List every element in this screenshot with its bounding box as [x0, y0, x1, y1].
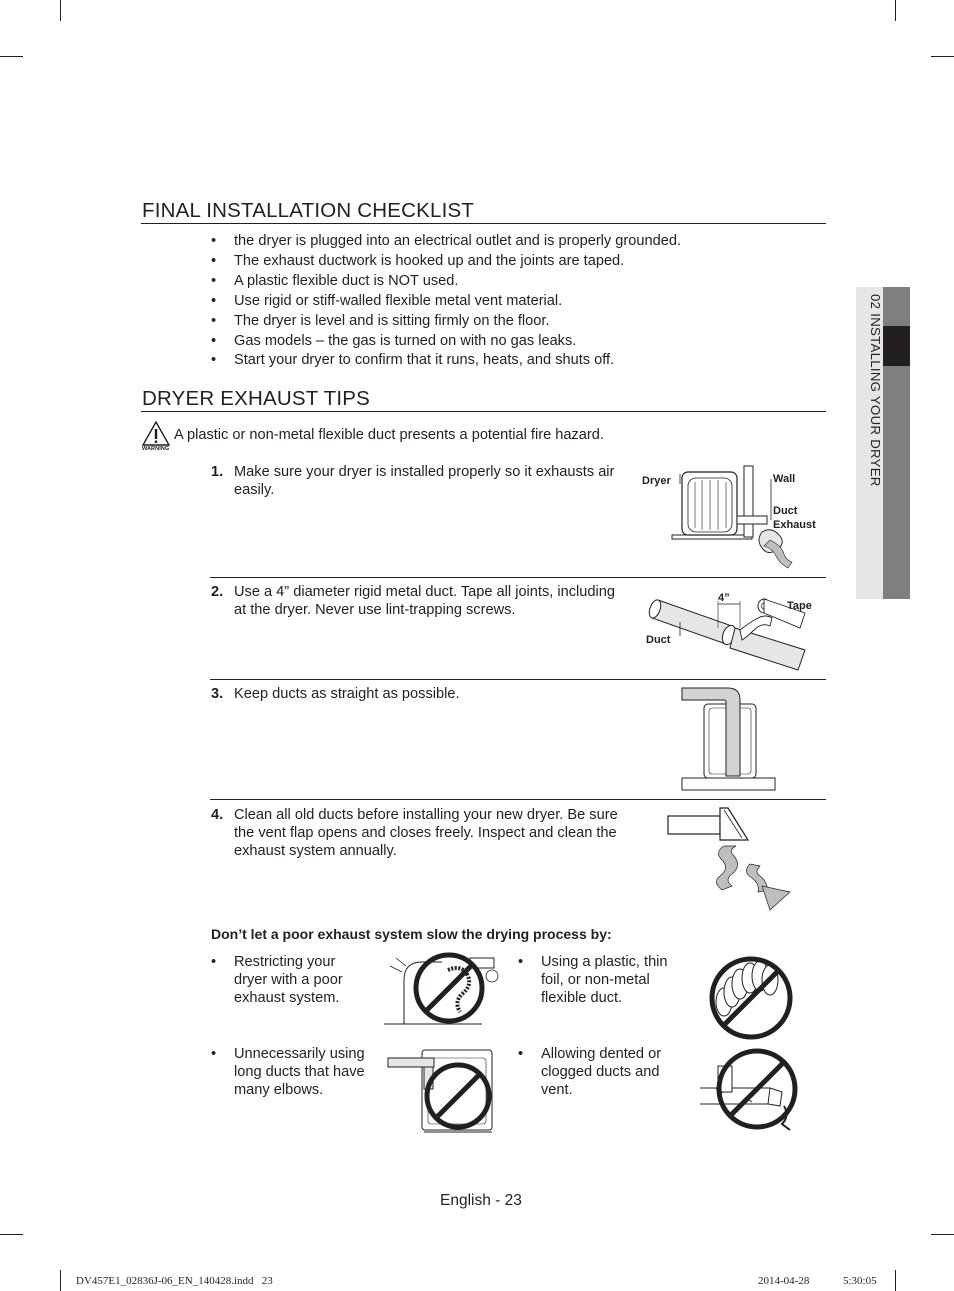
- crop-mark: [895, 1270, 896, 1291]
- step-text: Use a 4” diameter rigid metal duct. Tape all joints, including at the dryer. Never use lint-trapping screws.: [234, 584, 615, 618]
- print-date: 2014-04-28: [758, 1275, 810, 1287]
- step-separator: [210, 679, 826, 680]
- label-size: 4”: [718, 592, 730, 604]
- bullet: •: [211, 352, 217, 368]
- label-dryer: Dryer: [642, 475, 671, 487]
- dented-duct-prohibited-icon: [698, 1048, 802, 1132]
- crop-mark: [931, 56, 954, 57]
- plastic-duct-prohibited-icon: [706, 952, 798, 1040]
- label-duct: Duct: [646, 634, 671, 646]
- straight-duct-diagram: [680, 686, 780, 794]
- bullet: •: [211, 313, 217, 329]
- print-time: 5:30:05: [843, 1275, 877, 1287]
- crop-mark: [60, 1270, 61, 1291]
- checklist-title: FINAL INSTALLATION CHECKLIST: [142, 199, 475, 222]
- side-tab-label: 02 INSTALLING YOUR DRYER: [868, 294, 883, 487]
- step-text: Clean all old ducts before installing your new dryer. Be sure the vent flap opens and closes freely. Inspect and clean the exhaust system annually.: [234, 807, 618, 859]
- long-duct-prohibited-icon: [386, 1046, 498, 1134]
- exhaust-title: DRYER EXHAUST TIPS: [142, 387, 371, 410]
- step-number: 3.: [211, 686, 224, 702]
- crop-mark: [895, 0, 896, 21]
- label-tape: Tape: [787, 600, 812, 612]
- warning-text: A plastic or non-metal flexible duct presents a potential fire hazard.: [174, 427, 604, 443]
- bullet: •: [211, 253, 217, 269]
- checklist-title-rule: [141, 223, 826, 224]
- label-exhaust: Exhaust: [773, 519, 816, 531]
- bullet: •: [211, 1046, 217, 1062]
- restricted-exhaust-prohibited-icon: [382, 950, 504, 1028]
- bullet: •: [211, 954, 217, 970]
- warning-label: WARNING: [142, 446, 170, 452]
- poor-exhaust-heading: Don’t let a poor exhaust system slow the drying process by:: [211, 926, 612, 942]
- step-text: Keep ducts as straight as possible.: [234, 686, 460, 702]
- crop-mark: [0, 56, 23, 57]
- step-separator: [210, 799, 826, 800]
- step-text: Make sure your dryer is installed properly so it exhausts air easily.: [234, 464, 615, 498]
- bullet: •: [518, 1046, 524, 1062]
- step-number: 4.: [211, 807, 224, 823]
- label-duct: Duct: [773, 505, 798, 517]
- crop-mark: [931, 1234, 954, 1235]
- file-name: DV457E1_02836J-06_EN_140428.indd 23: [76, 1275, 273, 1287]
- step-separator: [210, 577, 826, 578]
- label-wall: Wall: [773, 473, 796, 485]
- step-number: 1.: [211, 464, 224, 480]
- exhaust-title-rule: [141, 411, 826, 412]
- page-number: English - 23: [440, 1192, 522, 1209]
- warning-icon: [142, 421, 170, 446]
- bullet: •: [518, 954, 524, 970]
- step-number: 2.: [211, 584, 224, 600]
- crop-mark: [60, 0, 61, 21]
- side-tab-marker: [883, 326, 910, 366]
- bullet: •: [211, 333, 217, 349]
- bullet: •: [211, 273, 217, 289]
- crop-mark: [0, 1234, 23, 1235]
- bullet: •: [211, 233, 217, 249]
- bullet: •: [211, 293, 217, 309]
- vent-flap-diagram: [666, 806, 796, 914]
